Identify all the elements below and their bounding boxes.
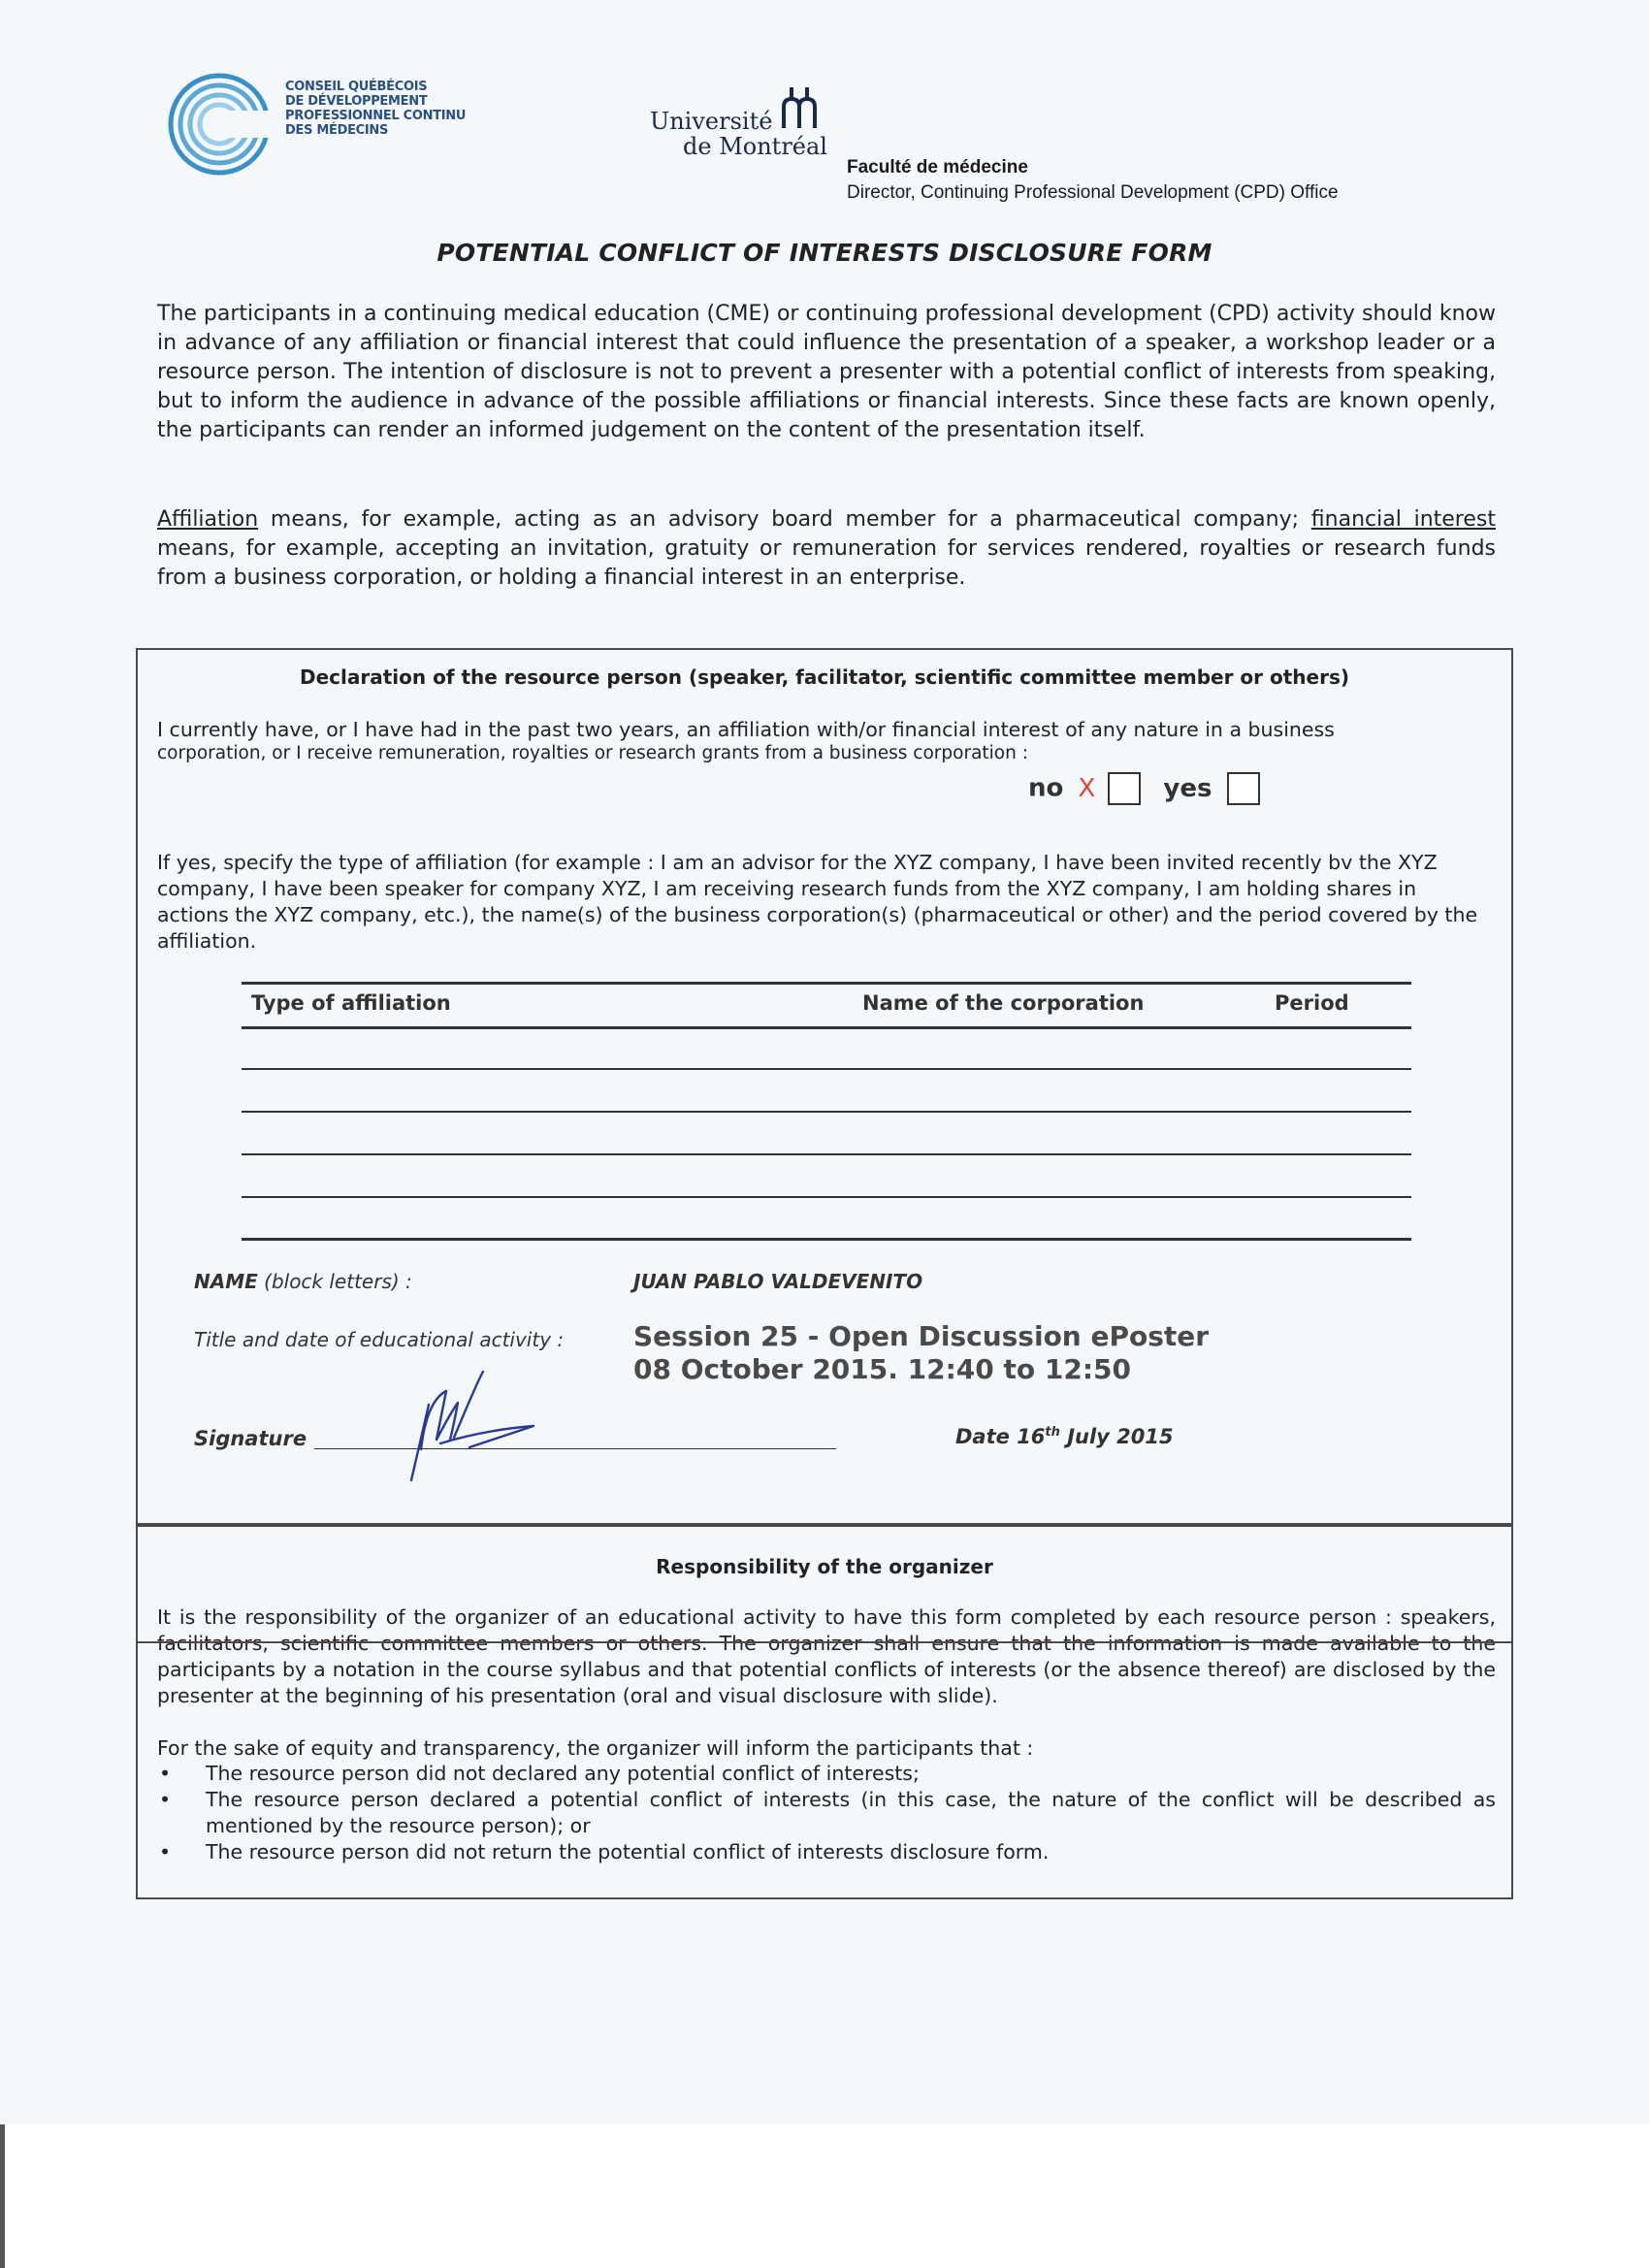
bullet-icon: •	[159, 1840, 172, 1863]
table-top-rule	[242, 982, 1411, 985]
university-logo-mark	[780, 85, 823, 130]
bullet-text: The resource person did not declared any potential conflict of interests;	[206, 1762, 920, 1785]
university-line: Université	[650, 108, 773, 135]
name-label	[194, 1270, 412, 1293]
scan-edge	[0, 2124, 5, 2268]
organizer-bullet-list	[157, 1761, 1496, 1865]
declaration-statement	[157, 717, 1496, 764]
cqdpcm-line: PROFESSIONNEL CONTINU	[285, 109, 467, 123]
activity-date: 08 October 2015. 12:40 to 12:50	[633, 1353, 1132, 1385]
university-line: de Montréal	[683, 133, 827, 160]
statement-line: I currently have, or I have had in the past two years, an affiliation with/or financial interest of any nature in a business	[157, 718, 1335, 741]
name-value[interactable]: JUAN PABLO VALDEVENITO	[633, 1270, 923, 1293]
signature-line[interactable]	[314, 1448, 836, 1449]
cqdpcm-name	[285, 80, 466, 138]
name-label-suffix: (block letters) :	[257, 1270, 412, 1293]
activity-title: Session 25 - Open Discussion ePoster	[633, 1320, 1210, 1352]
table-header-corporation: Name of the corporation	[862, 991, 1145, 1015]
organizer-heading: Responsibility of the organizer	[656, 1555, 993, 1578]
table-header-type: Type of affiliation	[251, 991, 451, 1015]
if-yes-instructions: If yes, specify the type of affiliation (for example : I am an advisor for the XYZ company, I have been invited recently bv the XYZ company, I have been speaker for company XYZ, I am receiving research funds from the XYZ company, I am holding shares in actions the XYZ company, etc.), the name(s) of the business corporation(s) (pharmaceutical or other) and the period covered by the affiliation.	[157, 851, 1478, 953]
declaration-heading: Declaration of the resource person (speaker, facilitator, scientific committee member or others)	[299, 665, 1349, 689]
bullet-text: The resource person did not return the potential conflict of interests disclosure form.	[206, 1840, 1050, 1863]
no-label: no	[1028, 773, 1064, 803]
organizer-paragraph: It is the responsibility of the organizer of an educational activity to have this form completed by each resource person : speakers, facilitators, scientific committee members or others. The organizer shall ensure that the information is made available to the participants by a notation in the course syllabus and that potential conflicts of interests (or the absence thereof) are disclosed by the presenter at the beginning of his presentation (oral and visual disclosure with slide).	[157, 1605, 1496, 1707]
signature-date	[955, 1425, 1174, 1448]
cqdpcm-line: DES MÉDECINS	[285, 123, 389, 138]
scan-overlap-rule	[136, 1641, 1513, 1643]
cqdpcm-line: CONSEIL QUÉBÉCOIS	[285, 80, 428, 94]
table-row-line[interactable]	[242, 1068, 1411, 1070]
bullet-text: The resource person declared a potential conflict of interests (in this case, the nature of the conflict will be described as mentioned by the resource person); or	[206, 1788, 1496, 1837]
table-row-line[interactable]	[242, 1196, 1411, 1198]
definition-paragraph	[157, 505, 1496, 593]
activity-value[interactable]	[633, 1320, 1209, 1386]
yes-label: yes	[1163, 773, 1212, 803]
statement-line: corporation, or I receive remuneration, royalties or research grants from a business corporation :	[157, 743, 1028, 763]
date-rest: July 2015	[1059, 1425, 1174, 1448]
faculty-office: Director, Continuing Professional Development (CPD) Office	[847, 182, 1339, 203]
signature-drawing	[398, 1362, 543, 1488]
table-row-line[interactable]	[242, 1153, 1411, 1155]
activity-label: Title and date of educational activity :	[194, 1328, 565, 1351]
table-bottom-rule	[242, 1238, 1411, 1241]
organizer-equity-intro: For the sake of equity and transparency, the organizer will inform the participants that :	[157, 1736, 1034, 1760]
declaration-box	[136, 648, 1513, 1527]
financial-interest-term: financial interest	[1310, 507, 1496, 532]
definition-text: means, for example, acting as an advisory board member for a pharmaceutical company;	[258, 507, 1311, 532]
name-label-bold: NAME	[194, 1270, 258, 1293]
date-label: Date 16	[955, 1425, 1046, 1448]
list-item	[157, 1839, 1496, 1865]
table-header-rule	[242, 1026, 1411, 1029]
cqdpcm-line: DE DÉVELOPPEMENT	[285, 94, 428, 109]
intro-paragraph: The participants in a continuing medical education (CME) or continuing professional development (CPD) activity should know in advance of any affiliation or financial interest that could influence the presentation of a speaker, a workshop leader or a resource person. The intention of disclosure is not to prevent a presenter with a potential conflict of interests from speaking, but to inform the audience in advance of the possible affiliations or financial interests. Since these facts are known openly, the participants can render an informed judgement on the content of the presentation itself.	[157, 302, 1496, 442]
bullet-icon: •	[159, 1762, 172, 1785]
signature-label: Signature	[194, 1427, 307, 1450]
faculty-name: Faculté de médecine	[847, 157, 1028, 178]
form-title: POTENTIAL CONFLICT OF INTERESTS DISCLOSURE FORM	[436, 239, 1212, 267]
definition-text: means, for example, accepting an invitation, gratuity or remuneration for services rendered, royalties or research funds from a business corporation, or holding a financial interest in an enterprise.	[157, 536, 1496, 590]
table-row-line[interactable]	[242, 1111, 1411, 1113]
table-header-period: Period	[1275, 991, 1349, 1015]
yes-checkbox[interactable]	[1227, 772, 1260, 805]
no-mark: X	[1078, 773, 1096, 803]
date-suffix: th	[1045, 1425, 1060, 1440]
bullet-icon: •	[159, 1788, 172, 1811]
list-item	[157, 1787, 1496, 1839]
list-item	[157, 1761, 1496, 1787]
cqdpcm-logo	[167, 72, 272, 177]
scan-bottom-margin	[0, 2124, 1649, 2268]
no-checkbox[interactable]	[1108, 772, 1141, 805]
affiliation-term: Affiliation	[157, 507, 259, 532]
yes-no-choice	[1028, 772, 1260, 805]
